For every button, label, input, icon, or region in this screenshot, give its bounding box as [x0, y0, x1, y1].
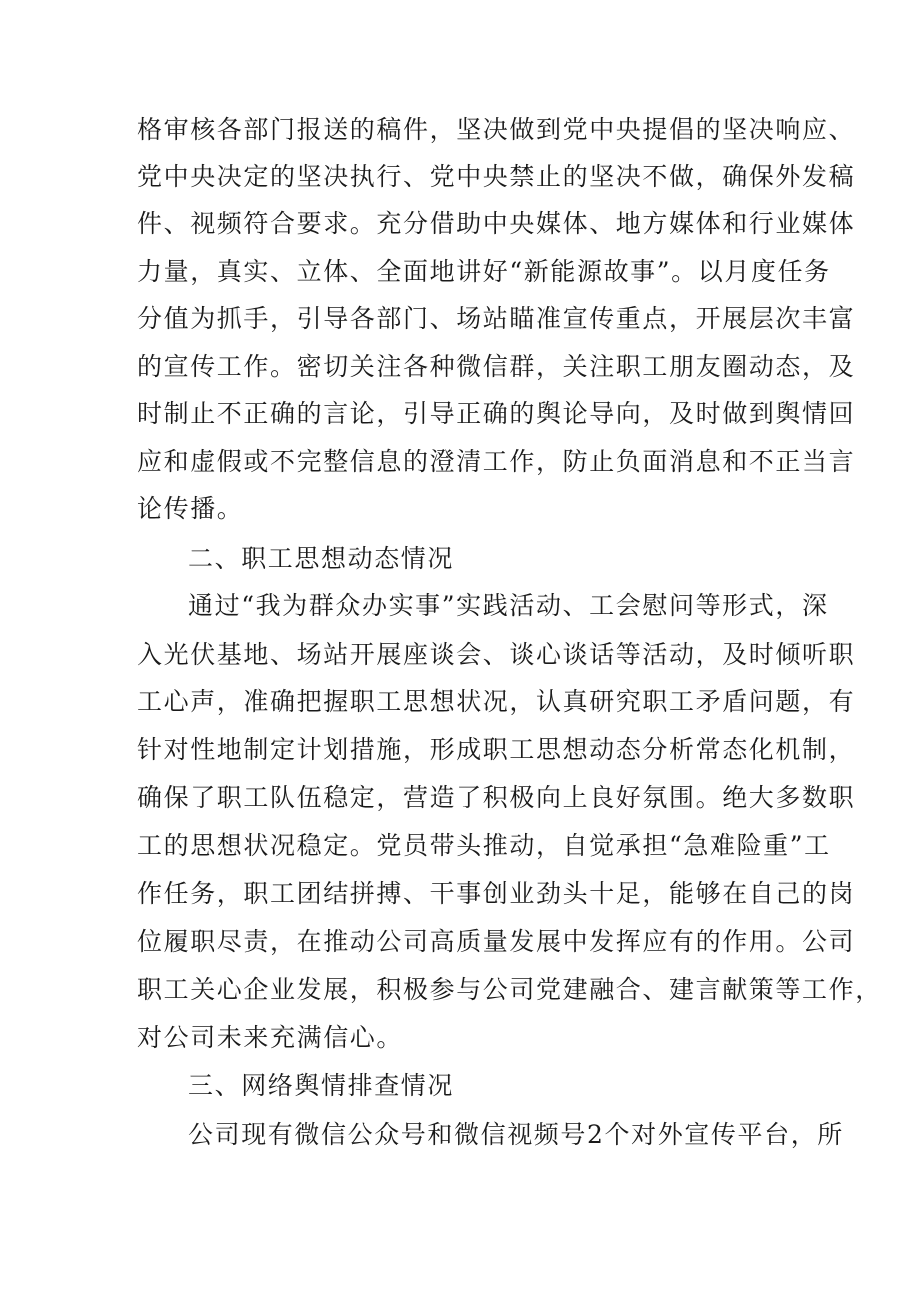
paragraph-line: 作任务，职工团结拼搏、干事创业劲头十足，能够在自己的岗: [137, 879, 856, 908]
paragraph-line: 针对性地制定计划措施，形成职工思想动态分析常态化机制，: [137, 735, 856, 764]
paragraph-line: 通过“我为群众办实事”实践活动、工会慰问等形式，深: [188, 591, 829, 620]
paragraph-line: 确保了职工队伍稳定，营造了积极向上良好氛围。绝大多数职: [137, 783, 856, 812]
paragraph-line: 位履职尽责，在推动公司高质量发展中发挥应有的作用。公司: [137, 927, 856, 956]
paragraph-line: 时制止不正确的言论，引导正确的舆论导向，及时做到舆情回: [137, 399, 856, 428]
paragraph-line: 公司现有微信公众号和微信视频号2个对外宣传平台，所: [188, 1120, 844, 1149]
paragraph-line: 的宣传工作。密切关注各种微信群，关注职工朋友圈动态，及: [137, 352, 856, 381]
paragraph-line: 工的思想状况稳定。党员带头推动，自觉承担“急难险重”工: [137, 831, 831, 860]
paragraph-line: 力量，真实、立体、全面地讲好“新能源故事”。以月度任务: [137, 257, 831, 286]
paragraph-line: 应和虚假或不完整信息的澄清工作，防止负面消息和不正当言: [137, 447, 856, 476]
section-heading: 三、网络舆情排查情况: [188, 1071, 455, 1100]
paragraph-line: 工心声，准确把握职工思想状况，认真研究职工矛盾问题，有: [137, 687, 856, 716]
paragraph-line: 论传播。: [137, 494, 244, 523]
paragraph-line: 职工关心企业发展，积极参与公司党建融合、建言献策等工作，: [137, 975, 882, 1004]
paragraph-line: 党中央决定的坚决执行、党中央禁止的坚决不做，确保外发稿: [137, 162, 856, 191]
paragraph-line: 入光伏基地、场站开展座谈会、谈心谈话等活动，及时倾听职: [137, 640, 856, 669]
paragraph-line: 分值为抓手，引导各部门、场站瞄准宣传重点，开展层次丰富: [137, 304, 856, 333]
paragraph-line: 件、视频符合要求。充分借助中央媒体、地方媒体和行业媒体: [137, 209, 856, 238]
section-heading: 二、职工思想动态情况: [188, 544, 455, 573]
paragraph-line: 格审核各部门报送的稿件，坚决做到党中央提倡的坚决响应、: [137, 115, 856, 144]
paragraph-line: 对公司未来充满信心。: [137, 1023, 404, 1052]
